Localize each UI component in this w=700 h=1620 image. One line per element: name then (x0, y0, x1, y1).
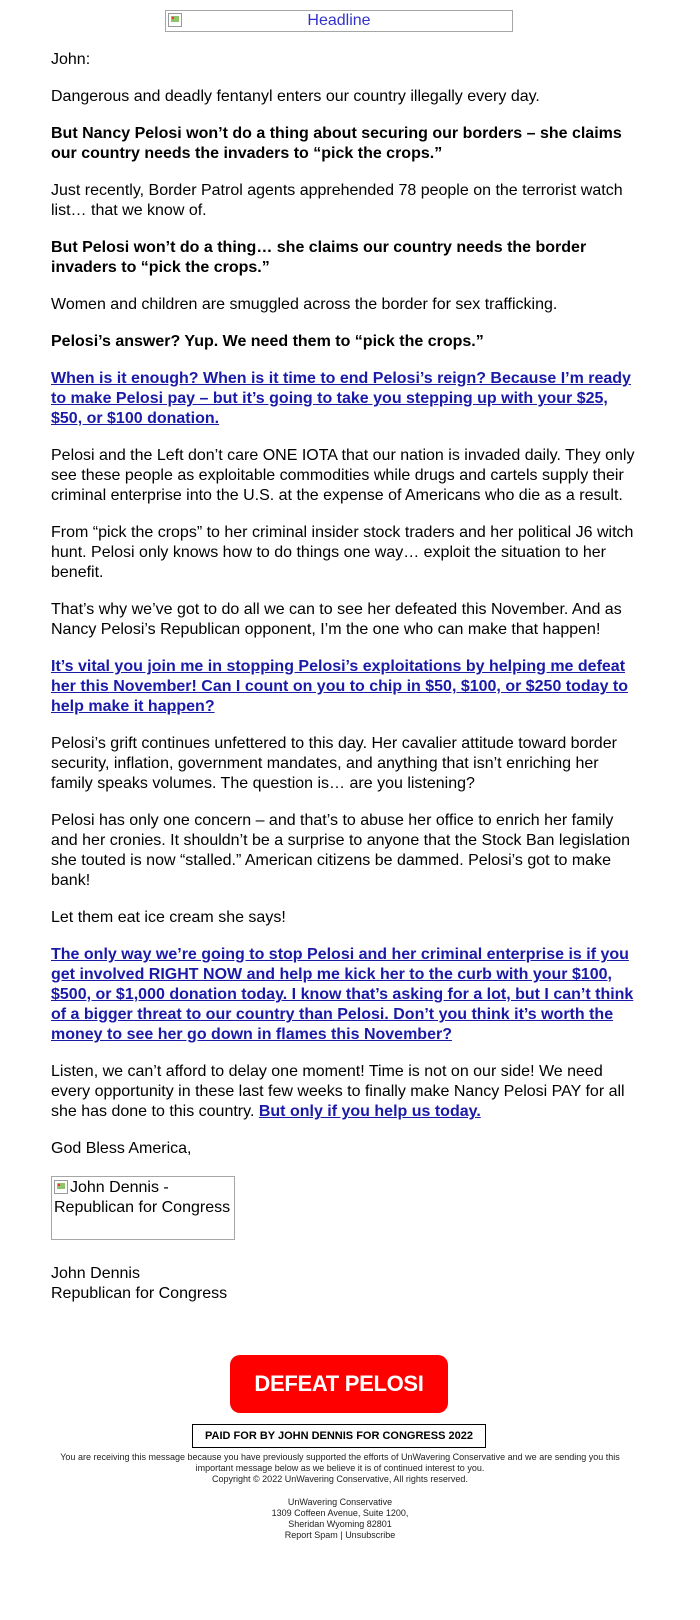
signature-title: Republican for Congress (51, 1285, 228, 1302)
report-spam-link[interactable]: Report Spam (284, 1530, 338, 1540)
footer-notice: You are receiving this message because you have previously supported the efforts of UnWavering Conservative and we are sending you this important message below as we believe it is of continued interest to you. (60, 1452, 620, 1473)
paragraph: Women and children are smuggled across the border for sex trafficking. (51, 296, 558, 313)
signature-name: John Dennis (51, 1265, 140, 1282)
paragraph: That’s why we’ve got to do all we can to see her defeated this November. And as Nancy Pelosi’s Republican opponent, I’m the one who can make that happen! (51, 601, 622, 638)
donate-link-3[interactable]: The only way we’re going to stop Pelosi and her criminal enterprise is if you get involved RIGHT NOW and help me kick her to the curb with your $100, $500, or $1,000 donation today. I know that’s asking for a lot, but I can’t think of a bigger threat to our country than Pelosi. Don’t you think it’s worth the money to see her go down in flames this November? (51, 946, 634, 1043)
footer-copyright: Copyright © 2022 UnWavering Conservative, All rights reserved. (212, 1474, 468, 1484)
paragraph: From “pick the crops” to her criminal insider stock traders and her political J6 witch hunt. Pelosi only knows how to do things one way… exploit the situation to her benefit. (51, 524, 634, 581)
unsubscribe-link[interactable]: Unsubscribe (345, 1530, 396, 1540)
broken-image-icon (168, 13, 182, 27)
footer-separator: | (340, 1530, 343, 1540)
headline-image-alt: Headline (307, 12, 371, 29)
footer-org: UnWavering Conservative (287, 1497, 393, 1507)
closing: God Bless America, (51, 1140, 192, 1157)
paragraph: Pelosi and the Left don’t care ONE IOTA that our nation is invaded daily. They only see these people as exploitable commodities while drugs and cartels supply their criminal enterprise into the U.S. at the expense of Americans who die as a result. (51, 447, 635, 504)
signature-image (51, 1176, 235, 1240)
paragraph: Just recently, Border Patrol agents apprehended 78 people on the terrorist watch list… that we know of. (51, 182, 623, 219)
paragraph-bold: But Nancy Pelosi won’t do a thing about securing our borders – she claims our country needs the invaders to “pick the crops.” (51, 125, 622, 162)
donate-link-1[interactable]: When is it enough? When is it time to end Pelosi’s reign? Because I’m ready to make Pelosi pay – but it’s going to take you stepping up with your $25, $50, or $100 donation. (51, 370, 631, 427)
paragraph-text: Listen, we can’t afford to delay one moment! Time is not on our side! We need every opportunity in these last few weeks to finally make Nancy Pelosi PAY for all she has done to this country. (51, 1063, 625, 1120)
message-content (51, 50, 636, 1304)
donate-link-paragraph-3 (51, 945, 636, 1045)
donate-link-4[interactable]: But only if you help us today. (258, 1103, 481, 1120)
donate-link-paragraph-2 (51, 657, 636, 717)
headline-image[interactable] (165, 10, 513, 32)
footer-address-line2: Sheridan Wyoming 82801 (288, 1519, 392, 1529)
paragraph: Dangerous and deadly fentanyl enters our country illegally every day. (51, 88, 540, 105)
paid-for-disclaimer: PAID FOR BY JOHN DENNIS FOR CONGRESS 2022 (192, 1424, 486, 1448)
paragraph: Pelosi has only one concern – and that’s to abuse her office to enrich her family and her cronies. It shouldn’t be a surprise to anyone that the Stock Ban legislation she touted is now “stalled.” American citizens be dammed. Pelosi’s got to make bank! (51, 812, 631, 889)
greeting: John: (51, 51, 91, 68)
footer (50, 1452, 630, 1541)
paragraph-bold: But Pelosi won’t do a thing… she claims our country needs the border invaders to “pick the crops.” (51, 239, 587, 276)
paragraph: Let them eat ice cream she says! (51, 909, 286, 926)
footer-address-line1: 1309 Coffeen Avenue, Suite 1200, (271, 1508, 409, 1518)
footer-links (50, 1530, 630, 1541)
defeat-pelosi-button[interactable]: DEFEAT PELOSI (230, 1355, 448, 1413)
paragraph: Pelosi’s grift continues unfettered to this day. Her cavalier attitude toward border security, inflation, government mandates, and anything that isn’t enriching her family speaks volumes. The question is… are you listening? (51, 735, 617, 792)
donate-link-paragraph-1 (51, 369, 636, 429)
signature-image-alt: John Dennis - Republican for Congress (54, 1179, 231, 1216)
paragraph-with-link (51, 1062, 636, 1122)
broken-image-icon (54, 1180, 68, 1194)
paragraph-bold: Pelosi’s answer? Yup. We need them to “pick the crops.” (51, 333, 484, 350)
donate-link-2[interactable]: It’s vital you join me in stopping Pelosi’s exploitations by helping me defeat her this November! Can I count on you to chip in $50, $100, or $250 today to help make it happen? (51, 658, 629, 715)
